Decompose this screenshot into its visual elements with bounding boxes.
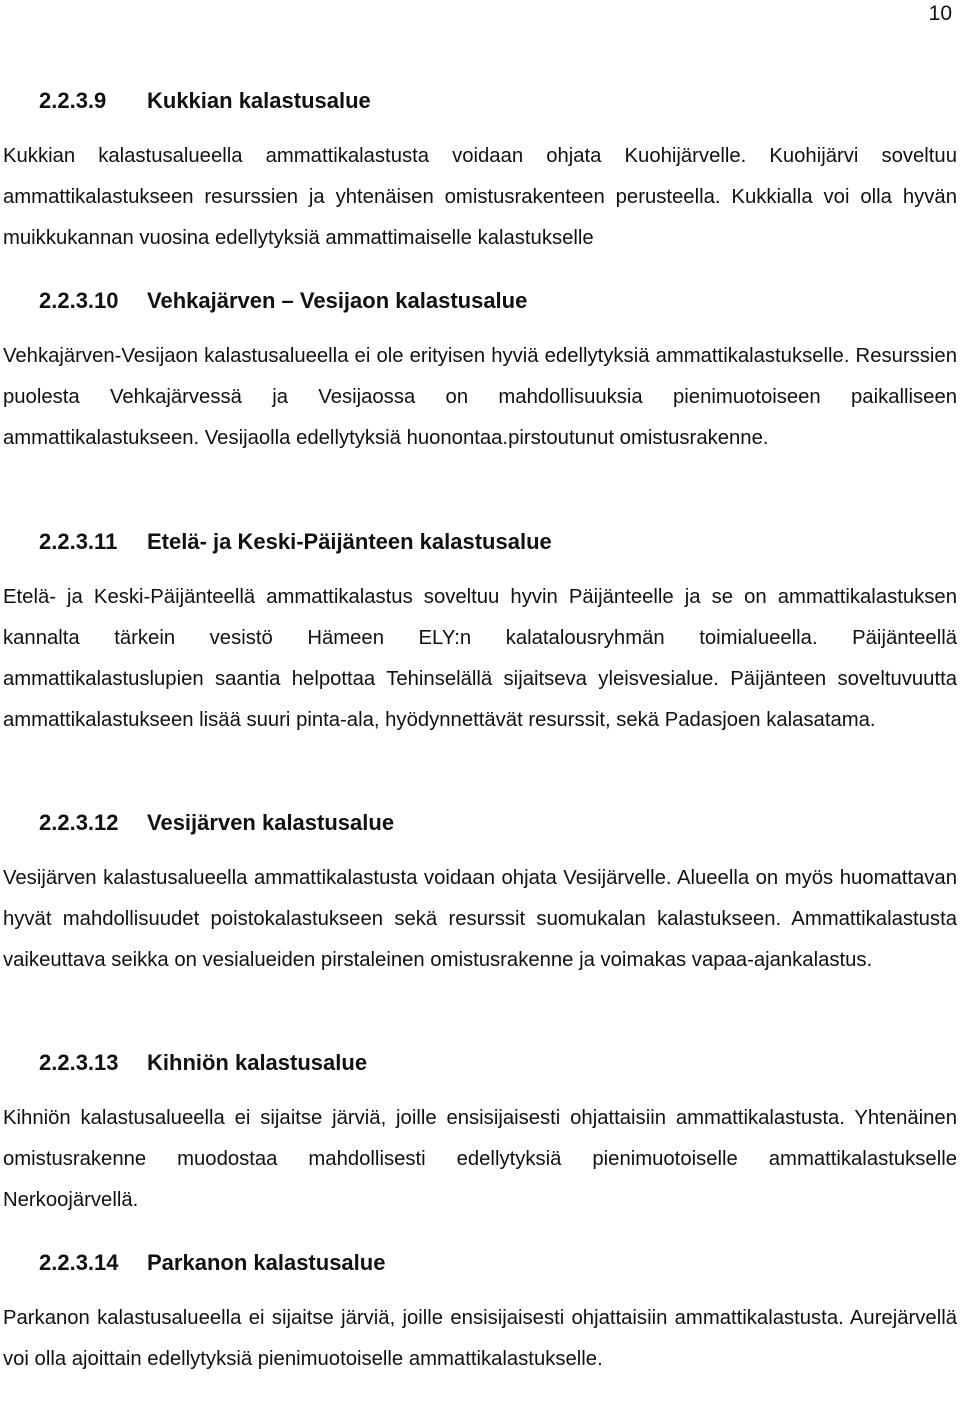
section-paragraph-vesijarvi: Vesijärven kalastusalueella ammattikalastusta voidaan ohjata Vesijärvelle. Alueella on myös huomattavan hyvät mahdollisuudet poistokalastukseen sekä resurssit suomukalan kalastukseen. Ammattikalastusta vaikeuttava seikka on vesialueiden pirstaleinen omistusrakenne ja voimakas vapaa-ajankalastus. (3, 867, 957, 971)
section-title: Etelä- ja Keski-Päijänteen kalastusalue (147, 529, 552, 554)
section-heading-kukkia (39, 88, 371, 114)
section-number: 2.2.3.11 (39, 529, 118, 554)
page-number: 10 (928, 2, 952, 25)
section-heading-parkano (39, 1250, 385, 1276)
section-number: 2.2.3.12 (39, 810, 119, 835)
section-title: Vehkajärven – Vesijaon kalastusalue (147, 288, 528, 313)
section-number: 2.2.3.14 (39, 1250, 119, 1275)
section-number: 2.2.3.10 (39, 288, 119, 313)
section-title: Vesijärven kalastusalue (147, 810, 395, 835)
section-paragraph-kukkia: Kukkian kalastusalueella ammattikalastusta voidaan ohjata Kuohijärvelle. Kuohijärvi soveltuu ammattikalastukseen resurssien ja yhtenäisen omistusrakenteen perusteella. Kukkialla voi olla hyvän muikkukannan vuosina edellytyksiä ammattimaiselle kalastukselle (3, 145, 957, 249)
section-paragraph-paijanne: Etelä- ja Keski-Päijänteellä ammattikalastus soveltuu hyvin Päijänteelle ja se on ammattikalastuksen kannalta tärkein vesistö Hämeen ELY:n kalatalousryhmän toimialueella. Päijänteellä ammattikalastuslupien saantia helpottaa Tehinselällä sijaitseva yleisvesialue. Päijänteen soveltuvuutta ammattikalastukseen lisää suuri pinta-ala, hyödynnettävät resurssit, sekä Padasjoen kalasatama. (3, 586, 957, 731)
section-heading-vehkajarvi (39, 288, 527, 314)
section-title: Parkanon kalastusalue (147, 1250, 386, 1275)
section-paragraph-vehkajarvi: Vehkajärven-Vesijaon kalastusalueella ei ole erityisen hyviä edellytyksiä ammattikalastukselle. Resurssien puolesta Vehkajärvessä ja Vesijaossa on mahdollisuuksia pienimuotoiseen paikalliseen ammattikalastukseen. Vesijaolla edellytyksiä huonontaa.pirstoutunut omistusrakenne. (3, 345, 957, 449)
section-number: 2.2.3.9 (39, 88, 107, 113)
section-heading-vesijarvi (39, 810, 394, 836)
section-paragraph-parkano: Parkanon kalastusalueella ei sijaitse järviä, joille ensisijaisesti ohjattaisiin ammattikalastusta. Aurejärvellä voi olla ajoittain edellytyksiä pienimuotoiselle ammattikalastukselle. (3, 1307, 957, 1370)
section-heading-kihnio (39, 1050, 367, 1076)
section-number: 2.2.3.13 (39, 1050, 119, 1075)
section-paragraph-kihnio: Kihniön kalastusalueella ei sijaitse järviä, joille ensisijaisesti ohjattaisiin ammattikalastusta. Yhtenäinen omistusrakenne muodostaa mahdollisesti edellytyksiä pienimuotoiselle ammattikalastukselle Nerkoojärvellä. (3, 1107, 957, 1211)
section-heading-paijanne (39, 529, 552, 555)
section-title: Kukkian kalastusalue (147, 88, 371, 113)
section-title: Kihniön kalastusalue (147, 1050, 368, 1075)
